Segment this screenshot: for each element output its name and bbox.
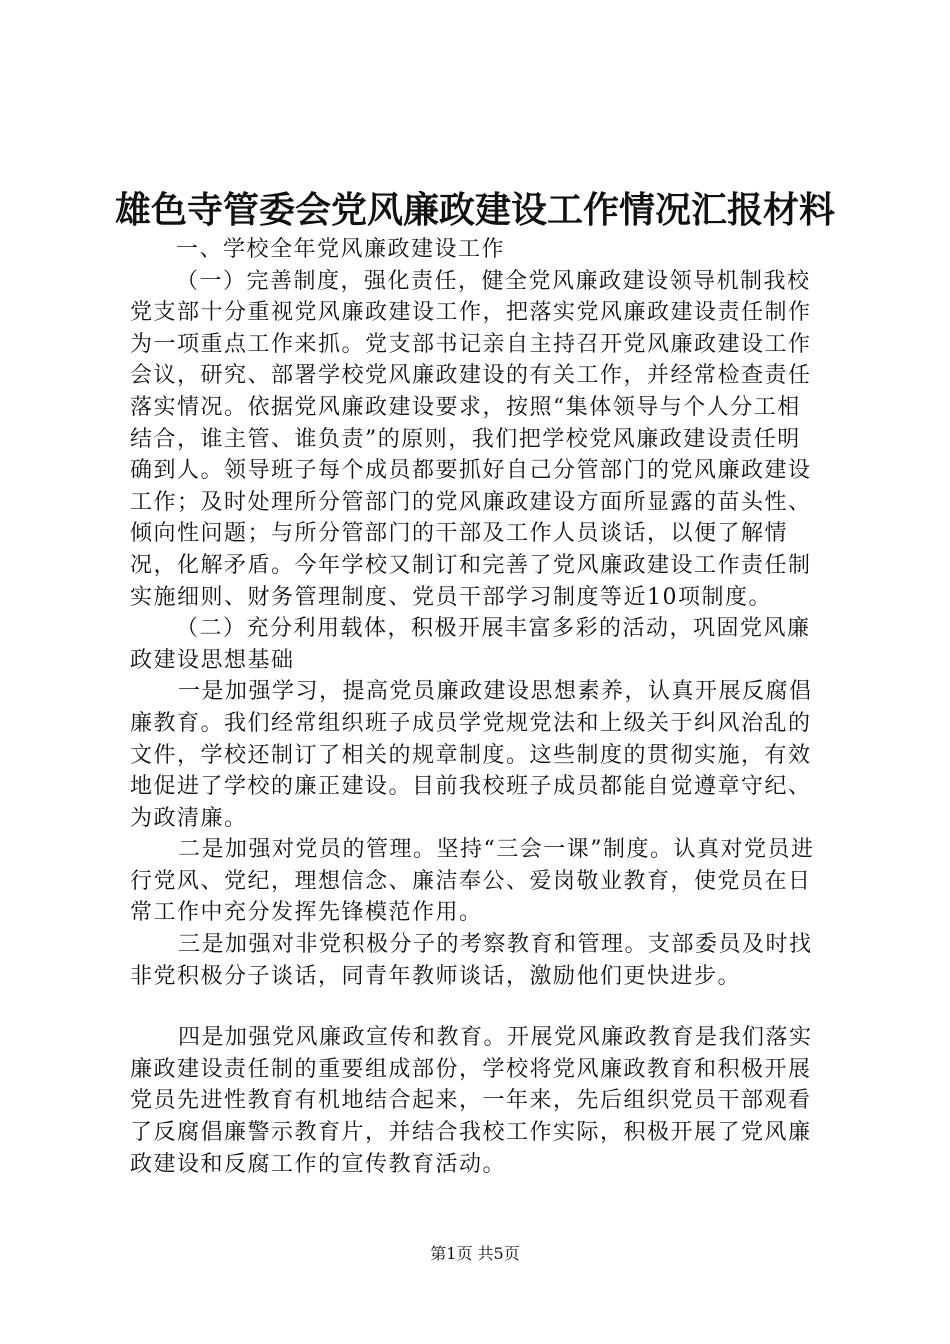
page-footer: 第1页 共5页: [430, 1244, 520, 1263]
section-heading: 一、学校全年党风廉政建设工作: [176, 237, 506, 262]
paragraph-subsection-2: （二）充分利用载体，积极开展丰富多彩的活动，巩固党风廉政建设思想基础: [130, 616, 811, 673]
paragraph-item-4: 四是加强党风廉政宣传和教育。开展党风廉政教育是我们落实廉政建设责任制的重要组成部份，学校将党风廉政教育和积极开展党员先进性教育有机地结合起来，一年来，先后组织党员干部观看了反腐倡廉警示教育片，并结合我校工作实际，积极开展了党风廉政建设和反腐工作的宣传教育活动。: [130, 1025, 813, 1177]
paragraph-item-2: 二是加强对党员的管理。坚持“三会一课”制度。认真对党员进行党风、党纪，理想信念、廉洁奉公、爱岗敬业教育，使党员在日常工作中充分发挥先锋模范作用。: [130, 837, 815, 926]
paragraph-item-3: 三是加强对非党积极分子的考察教育和管理。支部委员及时找非党积极分子谈话，同青年教师谈话，激励他们更快进步。: [130, 932, 813, 989]
document-body: [130, 234, 820, 1180]
document-title: 雄色寺管委会党风廉政建设工作情况汇报材料: [114, 189, 835, 231]
paragraph-item-1: 一是加强学习，提高党员廉政建设思想素养，认真开展反腐倡廉教育。我们经常组织班子成员学党规党法和上级关于纠风治乱的文件，学校还制订了相关的规章制度。这些制度的贯彻实施，有效地促进了学校的廉正建设。目前我校班子成员都能自觉遵章守纪、为政清廉。: [130, 679, 813, 831]
paragraph-subsection-1: （一）完善制度，强化责任，健全党风廉政建设领导机制我校党支部十分重视党风廉政建设工作，把落实党风廉政建设责任制作为一项重点工作来抓。党支部书记亲自主持召开党风廉政建设工作会议，研究、部署学校党风廉政建设的有关工作，并经常检查责任落实情况。依据党风廉政建设要求，按照“集体领导与个人分工相结合，谁主管、谁负责”的原则，我们把学校党风廉政建设责任明确到人。领导班子每个成员都要抓好自己分管部门的党风廉政建设工作；及时处理所分管部门的党风廉政建设方面所显露的苗头性、倾向性问题；与所分管部门的干部及工作人员谈话，以便了解情况，化解矛盾。今年学校又制订和完善了党风廉政建设工作责任制实施细则、财务管理制度、党员干部学习制度等近10项制度。: [130, 268, 812, 610]
